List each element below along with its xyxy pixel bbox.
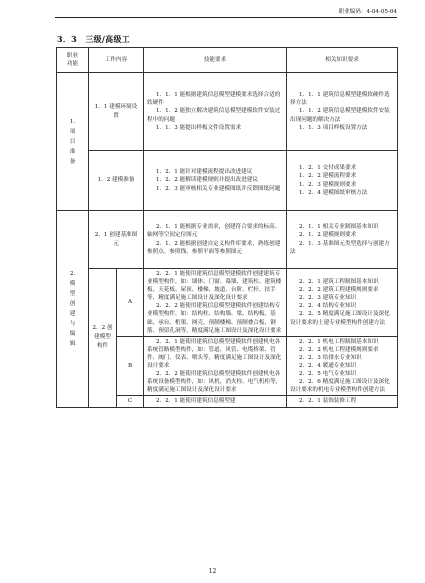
skill-item: 1．1．3 能提出样板文件设置需求: [155, 124, 242, 131]
knowledge-item: 2．2．2 建筑工程建模规则要求: [298, 287, 379, 294]
section-title: 3．3 三级/高级工: [57, 34, 131, 44]
header-code: 职业编码：4-04-05-04: [338, 9, 397, 15]
knowledge-item: 2．2．1 建筑工程制图基本知识: [298, 279, 379, 286]
table-row: [57, 211, 398, 269]
skill-item: 1．2．2 能解读建模规则并提出改进建议: [155, 177, 258, 184]
header-work: 工作内容: [89, 48, 144, 73]
sub-label-b: B: [117, 336, 144, 396]
header-rule: [55, 17, 397, 18]
function-cell-project-prep: 1. 项 目 准 备: [57, 73, 89, 211]
knowledge-item: 1．2．3 建模规则要求: [298, 181, 357, 188]
skill-item: 1．2．3 能审核相关专业建模图纸并反馈图纸问题: [155, 185, 281, 192]
skill-item: 2．2．1 能使用建筑信息模型建模软件创建机电各系统管路模型构件，如：管道、风管、电缆桥架、管件、阀门、仪表、喷头等，精度满足施工图设计及深化设计要求: [147, 338, 282, 370]
knowledge-item: 2．2．4 结构专业知识: [298, 303, 357, 310]
knowledge-cell: [287, 269, 398, 337]
knowledge-item: 1．2．2 建模流程要求: [298, 173, 357, 180]
knowledge-item: 2．2．3 给排水专业知识: [298, 354, 362, 361]
skill-item: 2．2．1 能使用建筑信息模型建模软件创建建筑专业模型构件，如：墙体、门窗、幕墙、建筑柱、建筑楼板、天花板、屋顶、楼梯、坡道、台阶、栏杆、扶手等，精度满足施工图设计及深化设计要求: [147, 271, 282, 302]
skill-cell: [144, 396, 287, 407]
skill-cell: [144, 269, 287, 337]
function-cell-model-creation: 2. 模 型 创 建 与 编 辑: [57, 211, 89, 408]
knowledge-item: 1．1．3 项目样板设置方法: [298, 124, 368, 131]
skill-cell: [144, 336, 287, 396]
knowledge-item: 1．1．2 建筑信息模型建模软件安装出现问题的解决方法: [290, 108, 390, 123]
knowledge-item: 2．2．6 精度满足施工图设计及深化设计要求的机电专业模型构件创建方法: [290, 379, 390, 394]
skill-requirements-table: [56, 47, 398, 408]
page-number: 12: [208, 568, 217, 575]
knowledge-cell: [287, 73, 398, 151]
knowledge-item: 2．1．2 建模规则要求: [298, 232, 357, 239]
knowledge-item: 1．2．1 交付成果要求: [298, 165, 357, 172]
knowledge-item: 2．2．5 精度满足施工图设计及深化设计要求的土建专业模型构件创建方法: [290, 311, 390, 326]
knowledge-item: 2．2．5 电气专业知识: [298, 371, 357, 378]
skill-cell: [144, 151, 287, 211]
table-header-row: [57, 48, 398, 73]
knowledge-item: 2．1．1 相关专业制图基本知识: [298, 224, 379, 231]
knowledge-item: 2．2．1 装饰装修工程: [298, 398, 357, 405]
knowledge-item: 2．2．2 机电工程建模规则要求: [298, 346, 379, 353]
knowledge-item: 2．2．4 暖通专业知识: [298, 363, 357, 370]
table-row: [57, 73, 398, 151]
skill-item: 2．2．1 能使用建筑信息模型建: [155, 398, 236, 405]
work-cell: 1．1 建模环境设置: [89, 73, 144, 151]
table-row: [57, 151, 398, 211]
skill-cell: [144, 73, 287, 151]
header-skill: 技能要求: [144, 48, 287, 73]
skill-item: 1．1．2 能独立解决建筑信息模型建模软件安装过程中的问题: [147, 108, 281, 123]
sub-label-c: C: [117, 396, 144, 407]
work-cell: 2．2 创建模型构件: [89, 269, 117, 408]
knowledge-item: 2．2．3 建筑专业知识: [298, 295, 357, 302]
knowledge-cell: [287, 336, 398, 396]
skill-item: 2．2．2 能使用建筑信息模型建模软件创建机电各系统设备模型构件，如：风机、消火栓、电气机柜等，精度满足施工图设计及深化设计要求: [147, 371, 282, 394]
skill-item: 2．2．2 能使用建筑信息模型建模软件创建结构专业模型构件，如：结构柱、结构墙、梁、结构板、基础、承台、桁架、网壳、预制楼梯、预制叠合板、钢筋、预留孔洞等，精度满足施工图设计及深化设计要求: [147, 303, 282, 334]
knowledge-item: 2．2．1 机电工程制图基本知识: [298, 338, 379, 345]
table-row: [57, 269, 398, 337]
work-cell: 1．2 建模准备: [89, 151, 144, 211]
skill-item: 2．1．1 能根据专业需求，创建符合要求的标高、轴网等空间定位图元: [147, 224, 281, 239]
header-function: 职业 功能: [57, 48, 89, 73]
knowledge-item: 1．1．1 建筑信息模型建模软硬件选择方法: [290, 92, 390, 107]
knowledge-cell: [287, 151, 398, 211]
skill-cell: [144, 211, 287, 269]
knowledge-cell: [287, 211, 398, 269]
knowledge-cell: [287, 396, 398, 407]
knowledge-item: 1．2．4 建模图纸审核方法: [298, 189, 368, 196]
sub-label-a: A: [117, 269, 144, 337]
header-knowledge: 相关知识要求: [287, 48, 398, 73]
skill-item: 1．1．1 能根据建筑信息模型建模要求选择合适的软硬件: [147, 92, 281, 107]
skill-item: 2．1．2 能根据创建自定义构件库要求，熟练创建参照点、参照线、参照平面等参照图元: [147, 240, 281, 255]
skill-item: 1．2．1 能针对建模流程提出改进建议: [155, 169, 253, 176]
work-cell: 2．1 创建基准图元: [89, 211, 144, 269]
knowledge-item: 2．1．3 基准图元类型选择与创建方法: [290, 240, 390, 255]
